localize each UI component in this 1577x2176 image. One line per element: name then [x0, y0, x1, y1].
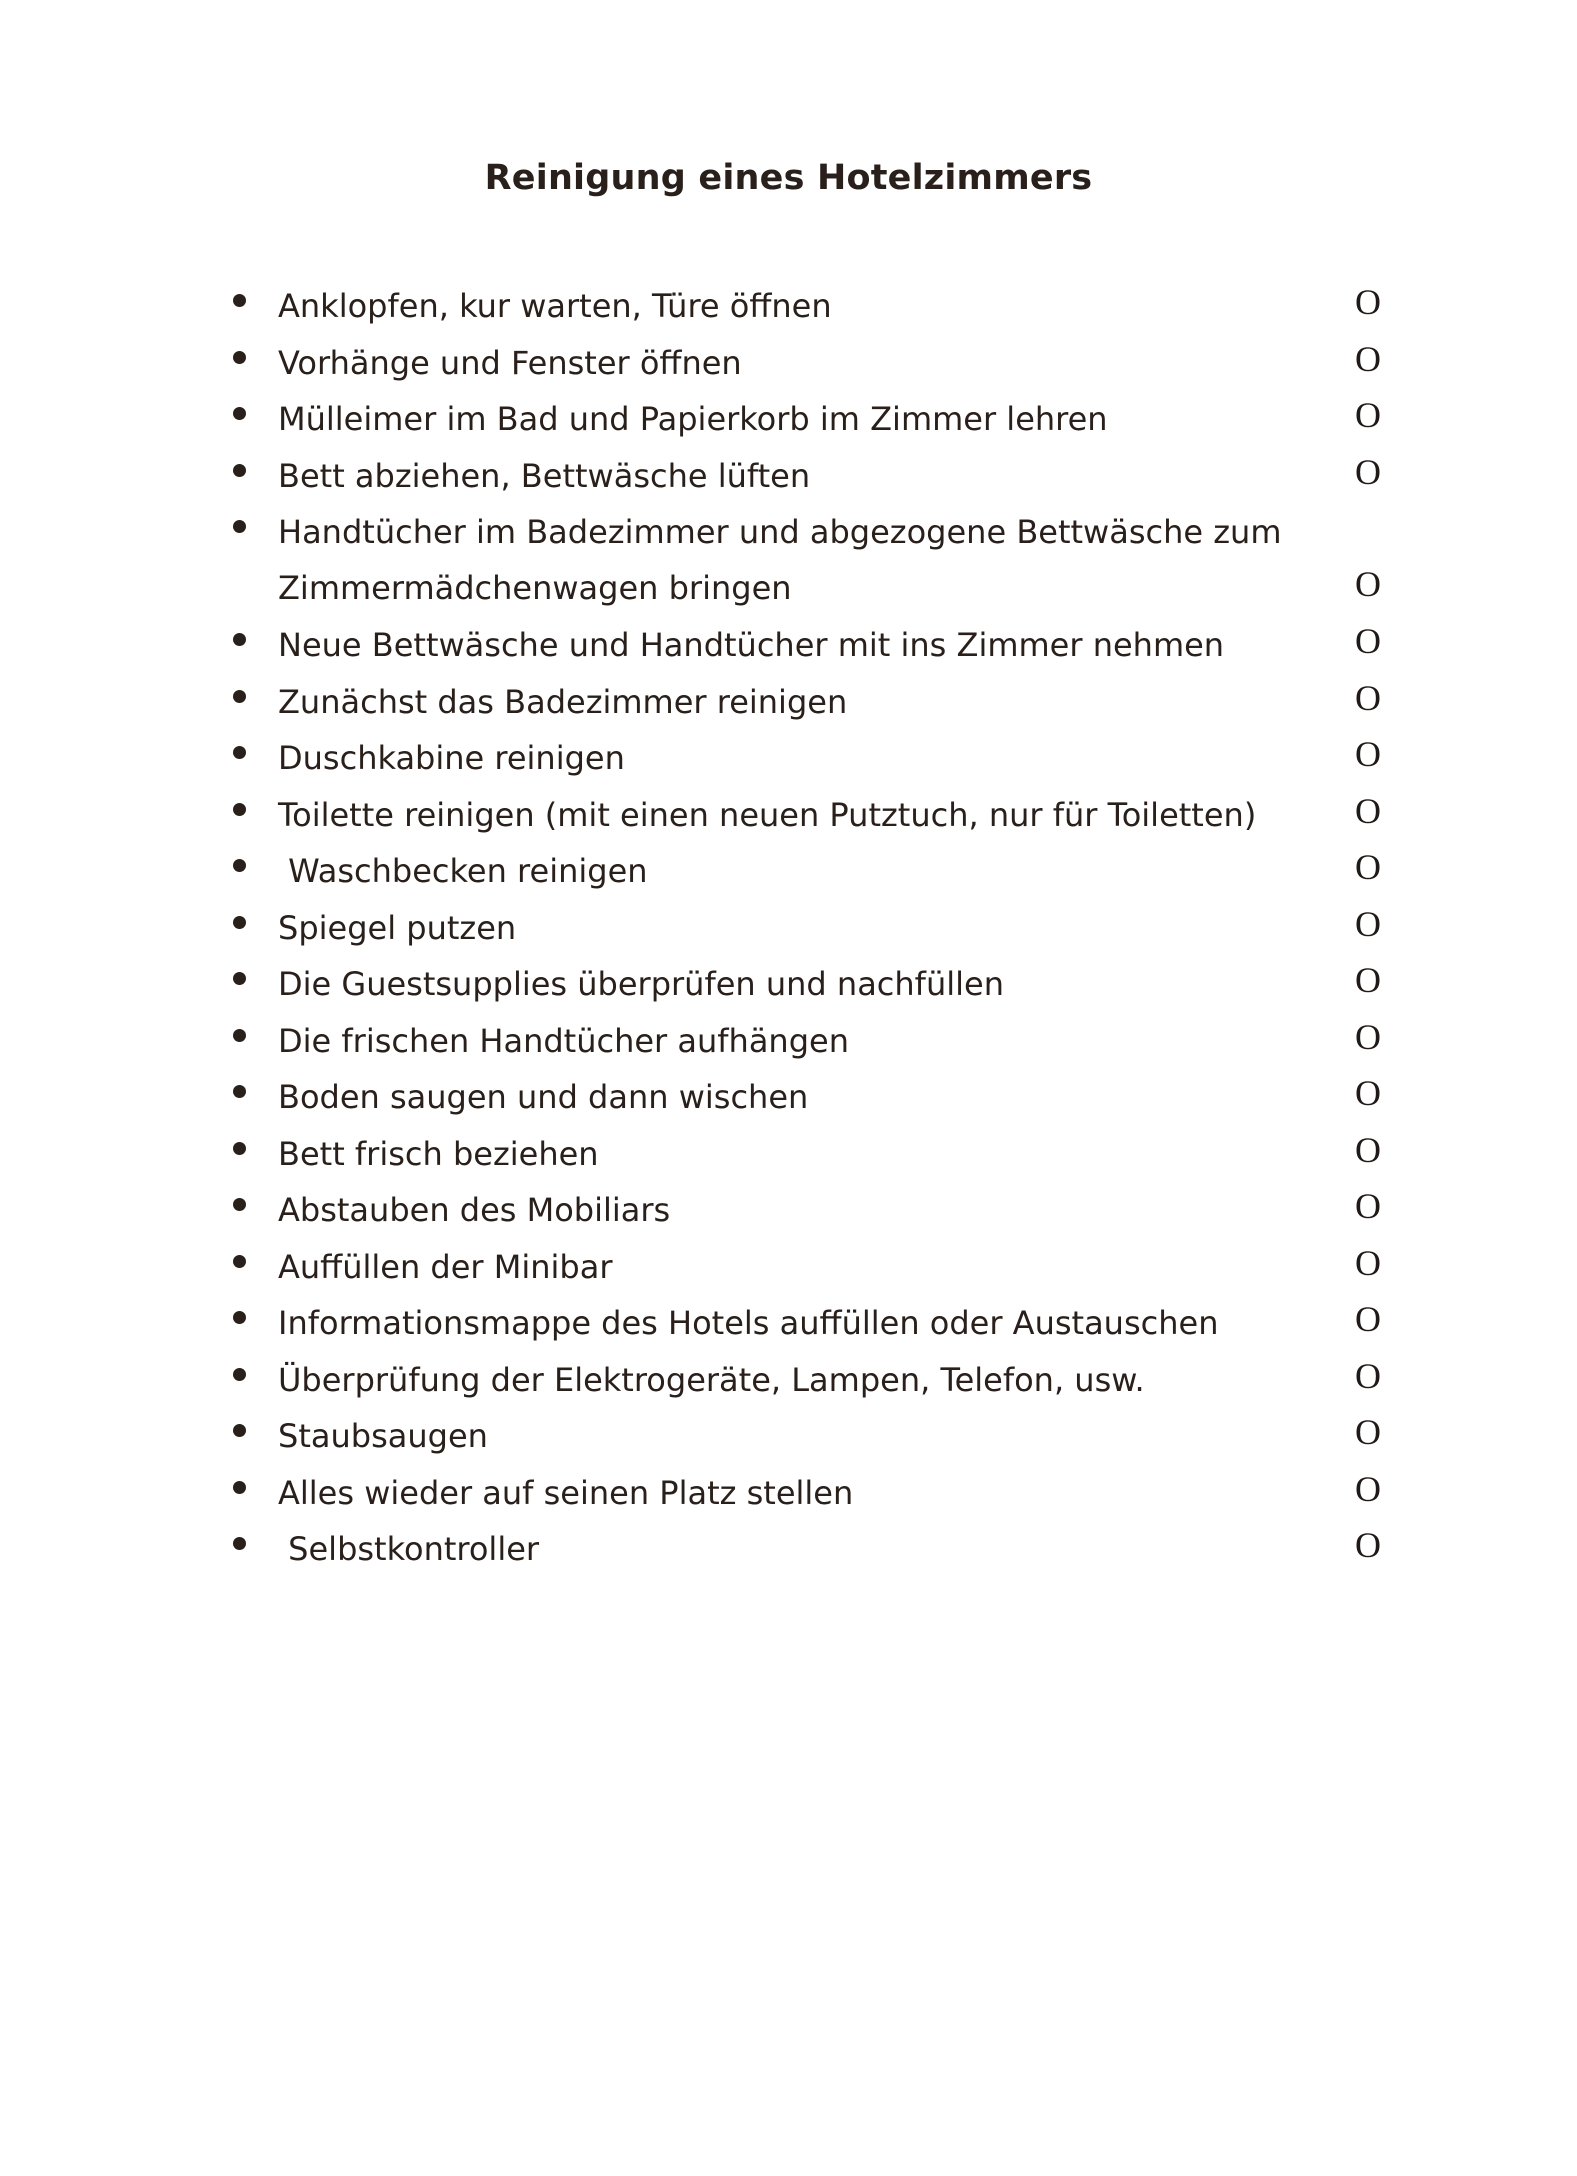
list-item [0, 1289, 1577, 1346]
list-item [0, 1346, 1577, 1403]
list-item-text: Boden saugen und dann wischen [278, 1078, 809, 1116]
list-item [0, 1402, 1577, 1459]
bullet-icon [233, 1142, 246, 1155]
list-item [0, 894, 1577, 951]
list-item-text: Abstauben des Mobiliars [278, 1191, 671, 1229]
list-item [0, 837, 1577, 894]
checkbox-circle[interactable]: O [1355, 847, 1381, 887]
bullet-icon [233, 1198, 246, 1211]
checkbox-circle[interactable]: O [1355, 1242, 1381, 1283]
list-item [0, 329, 1577, 386]
checkbox-circle[interactable]: O [1355, 1299, 1381, 1339]
checkbox-circle[interactable]: O [1355, 734, 1381, 774]
checkbox-circle[interactable]: O [1355, 1073, 1381, 1113]
bullet-icon [233, 746, 246, 759]
list-item-text: Handtücher im Badezimmer und abgezogene Bettwäsche zum Zimmermädchenwagen bringen [278, 513, 1282, 607]
list-item-text: Neue Bettwäsche und Handtücher mit ins Zimmer nehmen [278, 626, 1225, 664]
list-item [0, 611, 1577, 668]
bullet-icon [233, 351, 246, 364]
list-item-text: Staubsaugen [278, 1417, 488, 1455]
checkbox-circle[interactable]: O [1355, 1468, 1381, 1509]
list-item-text: Alles wieder auf seinen Platz stellen [278, 1473, 854, 1512]
list-item [0, 442, 1577, 499]
list-item [0, 385, 1577, 442]
list-item [0, 781, 1577, 838]
list-item [0, 498, 1577, 611]
list-item [0, 1233, 1577, 1290]
list-item-text: Bett frisch beziehen [278, 1134, 599, 1173]
list-item [0, 1120, 1577, 1177]
list-item-text: Spiegel putzen [278, 908, 517, 947]
bullet-icon [233, 1368, 246, 1381]
list-item-text: Anklopfen, kur warten, Türe öffnen [278, 287, 832, 325]
bullet-icon [233, 916, 246, 929]
list-item [0, 272, 1577, 329]
bullet-icon [233, 464, 246, 477]
bullet-icon [233, 520, 246, 533]
list-item-text: Bett abziehen, Bettwäsche lüften [278, 456, 811, 495]
checkbox-circle[interactable]: O [1355, 1525, 1381, 1565]
checkbox-circle[interactable]: O [1355, 1412, 1381, 1452]
bullet-icon [233, 294, 246, 307]
list-item-text: Auffüllen der Minibar [278, 1247, 613, 1286]
list-item-text: Waschbecken reinigen [278, 852, 648, 890]
list-item [0, 1007, 1577, 1064]
checkbox-circle[interactable]: O [1355, 960, 1381, 1000]
checkbox-circle[interactable]: O [1355, 338, 1381, 379]
list-item-text: Mülleimer im Bad und Papierkorb im Zimmer lehren [278, 400, 1108, 438]
checkbox-circle[interactable]: O [1355, 1016, 1381, 1057]
bullet-icon [233, 1481, 246, 1494]
list-item [0, 950, 1577, 1007]
checkbox-circle[interactable]: O [1355, 790, 1381, 831]
list-item-text: Duschkabine reinigen [278, 739, 625, 777]
bullet-icon [233, 1029, 246, 1042]
bullet-icon [233, 633, 246, 646]
checkbox-circle[interactable]: O [1355, 1129, 1381, 1170]
checkbox-circle[interactable]: O [1355, 903, 1381, 944]
bullet-icon [233, 1424, 246, 1437]
bullet-icon [233, 1537, 246, 1550]
bullet-icon [233, 1311, 246, 1324]
list-item [0, 668, 1577, 725]
page-title: Reinigung eines Hotelzimmers [484, 158, 1093, 198]
list-item [0, 1459, 1577, 1516]
list-item-text: Die frischen Handtücher aufhängen [278, 1021, 849, 1060]
bullet-icon [233, 803, 246, 816]
checkbox-circle[interactable]: O [1355, 1186, 1381, 1226]
list-item-text: Vorhänge und Fenster öffnen [278, 343, 742, 382]
bullet-icon [233, 859, 246, 872]
checkbox-circle[interactable]: O [1355, 564, 1381, 604]
list-item-text: Toilette reinigen (mit einen neuen Putztuch, nur für Toiletten) [278, 795, 1257, 834]
bullet-icon [233, 407, 246, 420]
checkbox-circle[interactable]: O [1355, 451, 1381, 492]
checkbox-circle[interactable]: O [1355, 677, 1381, 718]
list-item-text: Die Guestsupplies überprüfen und nachfüllen [278, 965, 1004, 1003]
bullet-icon [233, 972, 246, 985]
checkbox-circle[interactable]: O [1355, 282, 1381, 322]
bullet-icon [233, 1255, 246, 1268]
bullet-icon [233, 1085, 246, 1098]
cleaning-checklist [0, 272, 1577, 1572]
bullet-icon [233, 690, 246, 703]
list-item [0, 1176, 1577, 1233]
list-item-text: Zunächst das Badezimmer reinigen [278, 682, 848, 721]
list-item [0, 1063, 1577, 1120]
checkbox-circle[interactable]: O [1355, 621, 1381, 661]
checkbox-circle[interactable]: O [1355, 1355, 1381, 1396]
list-item [0, 724, 1577, 781]
list-item [0, 1515, 1577, 1572]
list-item-text: Informationsmappe des Hotels auffüllen oder Austauschen [278, 1304, 1219, 1342]
list-item-text: Überprüfung der Elektrogeräte, Lampen, Telefon, usw. [278, 1360, 1145, 1399]
checkbox-circle[interactable]: O [1355, 395, 1381, 435]
list-item-text: Selbstkontroller [278, 1530, 540, 1568]
